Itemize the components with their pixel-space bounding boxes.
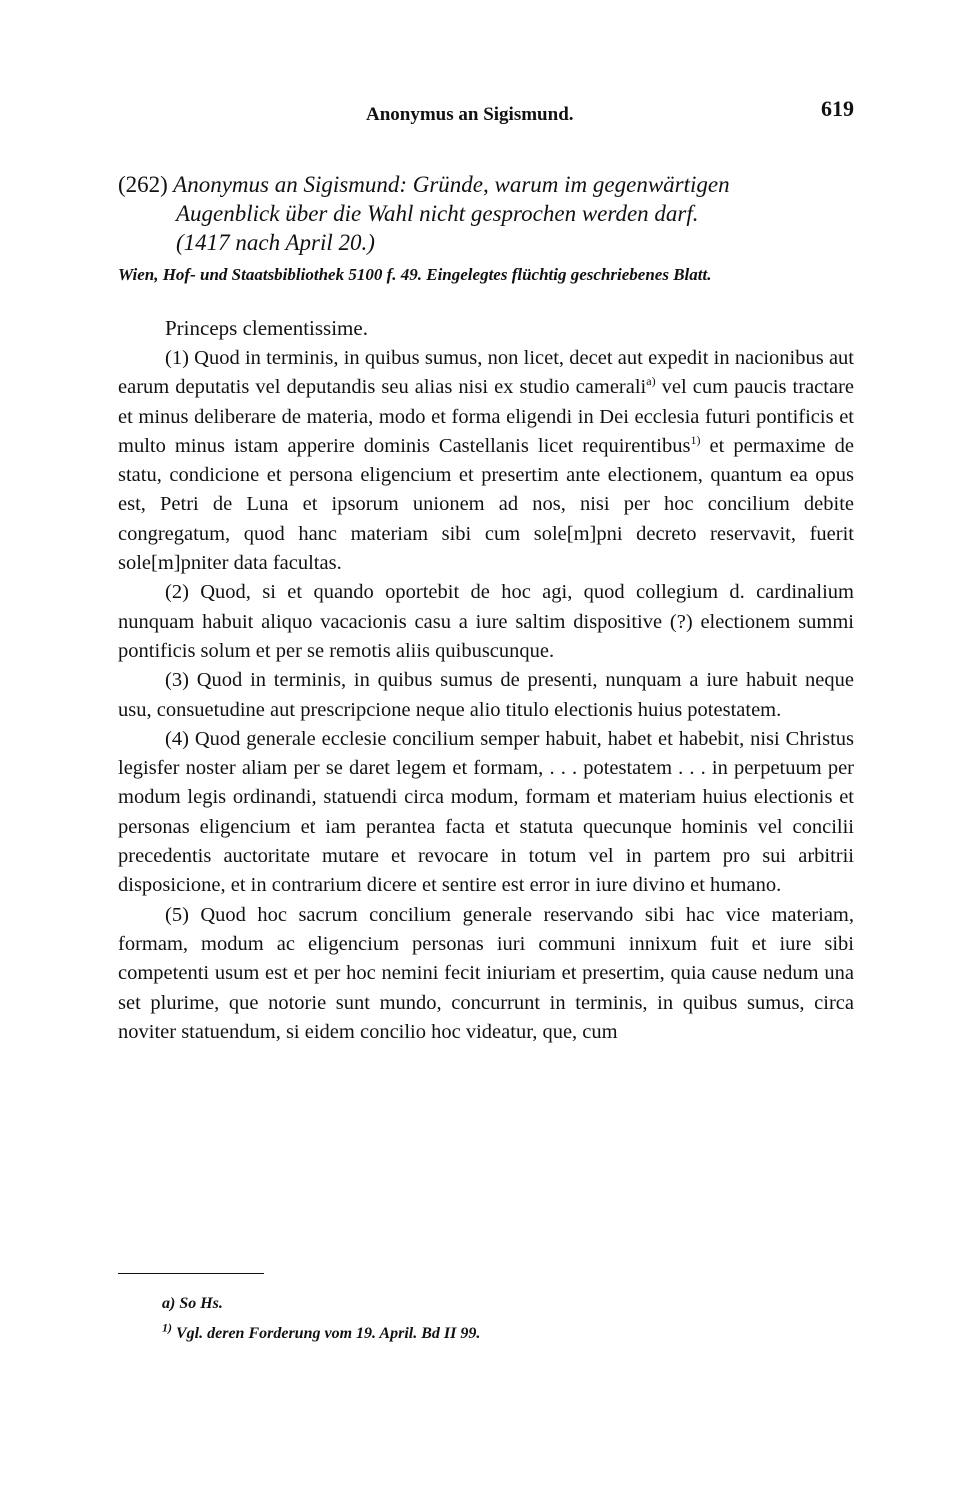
paragraph-2: (2) Quod, si et quando oportebit de hoc agi, quod collegium d. cardinalium nunquam habuit aliquo vacacionis casu a iure saltim dispositive (?) electionem summi pontificis solum et per se remotis aliis quibuscunque. — [118, 581, 854, 662]
footnote-divider — [118, 1273, 264, 1274]
heading-title-line-1: Anonymus an Sigismund: Gründe, warum im gegenwärtigen — [173, 172, 730, 197]
running-head — [118, 96, 854, 136]
footnote-a-mark: a) — [162, 1295, 176, 1312]
footnote-a — [162, 1289, 852, 1319]
running-title: Anonymus an Sigismund. — [366, 104, 574, 125]
paragraph-5: (5) Quod hoc sacrum concilium generale reservando sibi hac vice materiam, formam, modum ac eligencium personas iuri communi innixum fuit et iure sibi competenti usum est et per hoc nemini fecit iniuriam et presertim, quia cause nedum una set plurime, que notorie sunt mundo, concurrunt in terminis, in quibus sumus, circa noviter statuendum, si eidem concilio hoc videatur, que, cum — [118, 903, 854, 1043]
footnote-ref-a: a) — [646, 374, 656, 389]
paragraph-3: (3) Quod in terminis, in quibus sumus de presenti, nunquam a iure habuit neque usu, consuetudine aut prescripcione neque alio titulo electionis huius potestatem. — [118, 669, 854, 721]
paragraph-1-part-c: et permaxime de statu, condicione et persona eligencium et presertim ante electionem, quantum ea opus est, Petri de Luna et ipsorum unionem ad nos, nisi per hoc concilium debite congregatum, quod hanc materiam sibi cum sole[m]pni decreto reservavit, fuerit sole[m]pniter data facultas. — [118, 434, 854, 575]
heading-date: (1417 nach April 20.) — [176, 230, 375, 255]
footnote-1-mark: 1) — [162, 1320, 172, 1335]
footnote-1 — [162, 1319, 852, 1349]
paragraph-1 — [118, 344, 854, 578]
source-citation: Wien, Hof- und Staatsbibliothek 5100 f. 49. Eingelegtes flüchtig geschriebenes Blatt. — [118, 265, 712, 284]
paragraph-1-part-a: (1) Quod in terminis, in quibus sumus, non licet, decet aut expedit in nacionibus aut earum deputatis vel deputandis seu alias nisi ex studio camerali — [118, 347, 854, 399]
heading-line-1 — [118, 170, 854, 199]
document-heading — [118, 170, 854, 257]
document-body — [118, 344, 854, 1047]
paragraph-4: (4) Quod generale ecclesie concilium semper habuit, habet et habebit, nisi Christus legisfer noster aliam per se daret legem et formam, . . . potestatem . . . in perpetuum per modum legis ordinandi, statuendi circa modum, formam et materiam huius electionis et personas eligencium et iam perantea facta et statuta quecunque hominis vel concilii precedentis auctoritate mutare et revocare in totum vel in partem pro sui arbitrii disposicione, et in contrarium dicere et sentire est error in iure divino et humano. — [118, 727, 854, 897]
paragraph-1-part-b: vel cum paucis tractare et minus deliberare de materia, modo et forma eligendi in Dei ecclesia futuri pontificis et multo minus istam apperire dominis Castellanis licet requirentibus — [118, 376, 854, 457]
footnote-ref-1: 1) — [690, 433, 701, 448]
page-number: 619 — [821, 96, 854, 121]
document-number: (262) — [118, 172, 168, 197]
footnote-1-text: Vgl. deren Forderung vom 19. April. Bd II 99. — [172, 1325, 481, 1342]
salutation: Princeps clementissime. — [165, 316, 368, 340]
footnote-a-text: So Hs. — [175, 1295, 223, 1312]
footnotes — [162, 1289, 852, 1349]
heading-title-line-2: Augenblick über die Wahl nicht gesprochen werden darf. — [176, 201, 699, 226]
